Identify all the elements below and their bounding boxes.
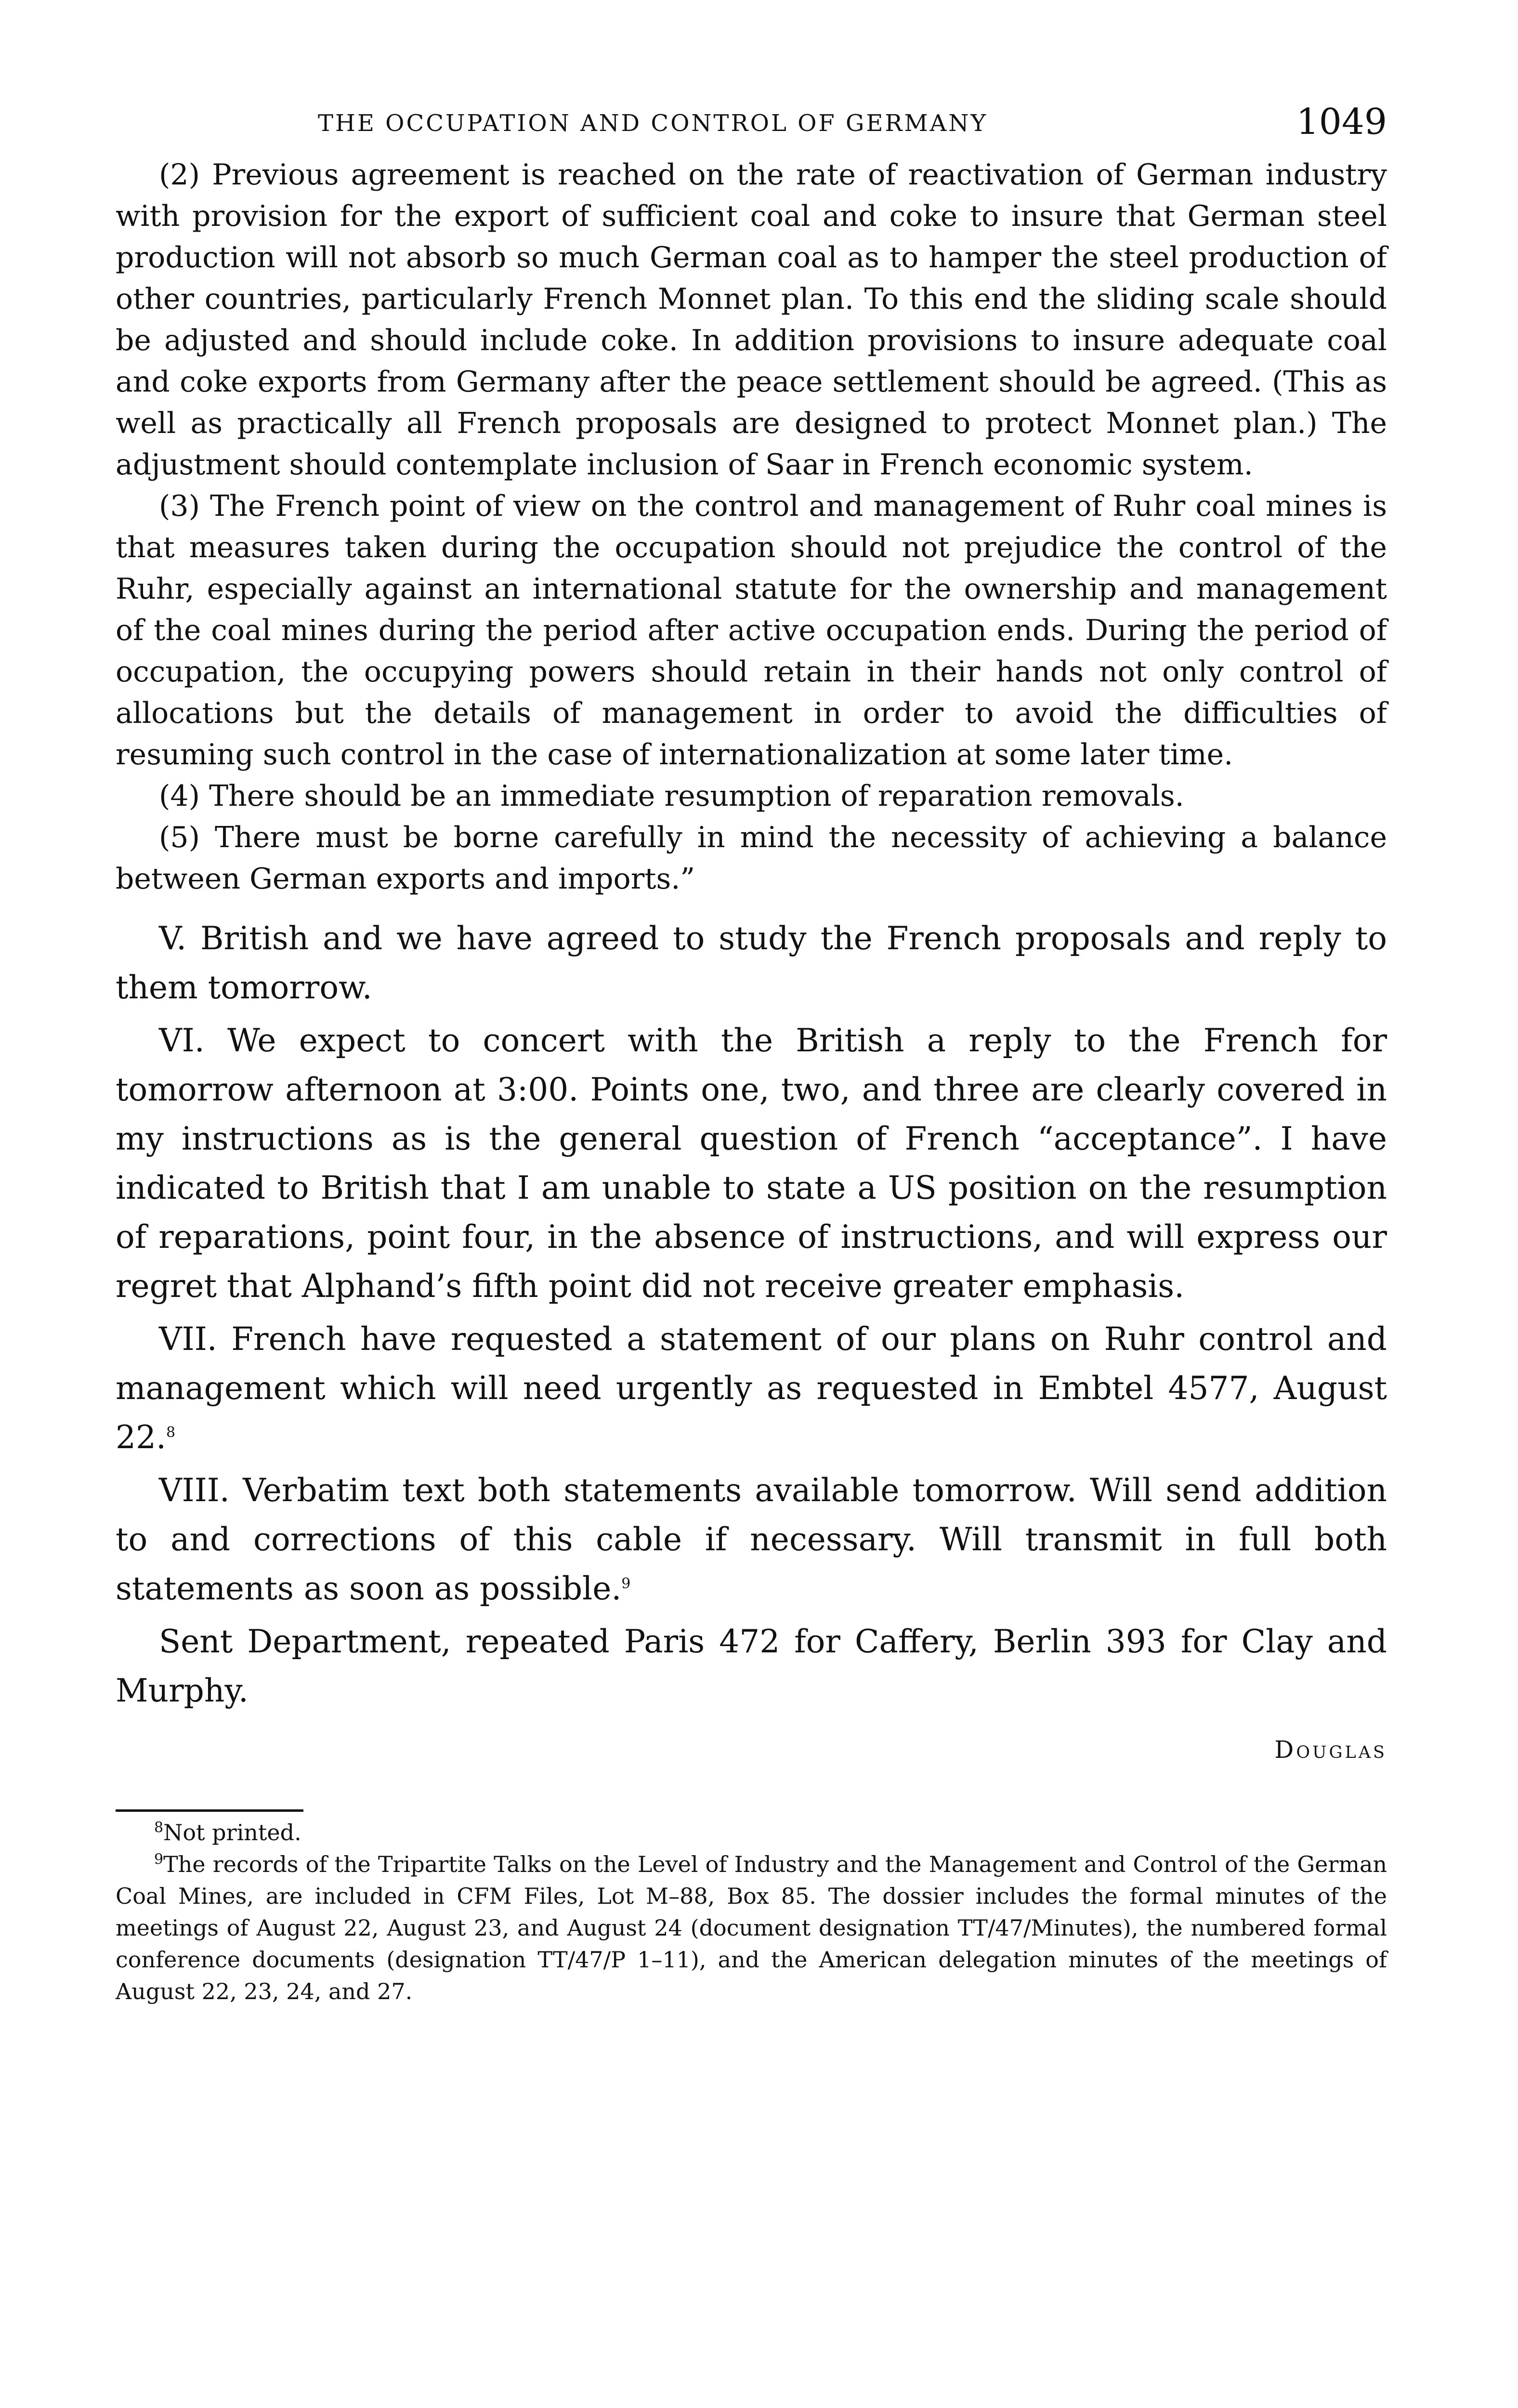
running-header (116, 101, 1387, 154)
quoted-french-proposals (116, 154, 1387, 900)
signature: Douglas (1274, 1736, 1387, 1764)
footnote-8 (116, 1817, 1387, 1848)
footnote-8-text: Not printed. (163, 1819, 301, 1845)
page-number: 1049 (1296, 101, 1387, 143)
paragraph-vii (116, 1315, 1387, 1462)
paragraph-viii-text: VIII. Verbatim text both statements available tomorrow. Will send addition to and corrections of this cable if necessary. Will transmit in full both statements as soon as possible. (116, 1472, 1387, 1607)
footnote-9 (116, 1848, 1387, 2007)
quote-paragraph-4: (4) There should be an immediate resumption of reparation removals. (159, 779, 1184, 813)
paragraph-vii-text: VII. French have requested a statement of our plans on Ruhr control and management which will need urgently as requested in Embtel 4577, August 22. (116, 1321, 1387, 1456)
footnote-8-mark: 8 (154, 1819, 164, 1836)
paragraph-distribution: Sent Department, repeated Paris 472 for Caffery, Berlin 393 for Clay and Murphy. (116, 1623, 1387, 1709)
quote-paragraph-5: (5) There must be borne carefully in mind the necessity of achieving a balance between German exports and imports.” (116, 821, 1387, 896)
telegram-body (116, 914, 1387, 1715)
paragraph-vi: VI. We expect to concert with the British a reply to the French for tomorrow afternoon at 3:00. Points one, two, and three are clearly covered in my instructions as is the general question of French “acceptance”. I have indicated to British that I am unable to state a US position on the resumption of reparations, point four, in the absence of instructions, and will express our regret that Alphand’s fifth point did not receive greater emphasis. (116, 1022, 1387, 1305)
quote-paragraph-3: (3) The French point of view on the control and management of Ruhr coal mines is that measures taken during the occupation should not prejudice the control of the Ruhr, especially against an international statute for the ownership and management of the coal mines during the period after active occupation ends. During the period of occupation, the occupying powers should retain in their hands not only control of allocations but the details of management in order to avoid the difficulties of resuming such control in the case of internationalization at some later time. (116, 489, 1387, 772)
paragraph-viii (116, 1466, 1387, 1613)
running-title: THE OCCUPATION AND CONTROL OF GERMANY (318, 110, 988, 137)
document-page (116, 101, 1387, 2007)
paragraph-v: V. British and we have agreed to study the French proposals and reply to them tomorrow. (116, 920, 1387, 1006)
footnote-9-mark: 9 (154, 1851, 164, 1868)
quote-paragraph-2: (2) Previous agreement is reached on the rate of reactivation of German industry with provision for the export of sufficient coal and coke to insure that German steel production will not absorb so much German coal as to hamper the steel production of other countries, particularly French Monnet plan. To this end the sliding scale should be adjusted and should include coke. In addition provisions to insure adequate coal and coke exports from Germany after the peace settlement should be agreed. (This as well as practically all French proposals are designed to protect Monnet plan.) The adjustment should contemplate inclusion of Saar in French economic system. (116, 158, 1387, 482)
footnote-ref-8: 8 (166, 1424, 176, 1441)
footnote-9-text: The records of the Tripartite Talks on the Level of Industry and the Management and Control of the German Coal Mines, are included in CFM Files, Lot M–88, Box 85. The dossier includes the formal minutes of the meetings of August 22, August 23, and August 24 (document designation TT/47/Minutes), the numbered formal conference documents (designation TT/47/P 1–11), and the American delegation minutes of the meetings of August 22, 23, 24, and 27. (116, 1851, 1387, 2004)
footnotes (116, 1817, 1387, 2007)
footnote-divider (116, 1809, 303, 1812)
footnote-ref-9: 9 (621, 1575, 631, 1592)
